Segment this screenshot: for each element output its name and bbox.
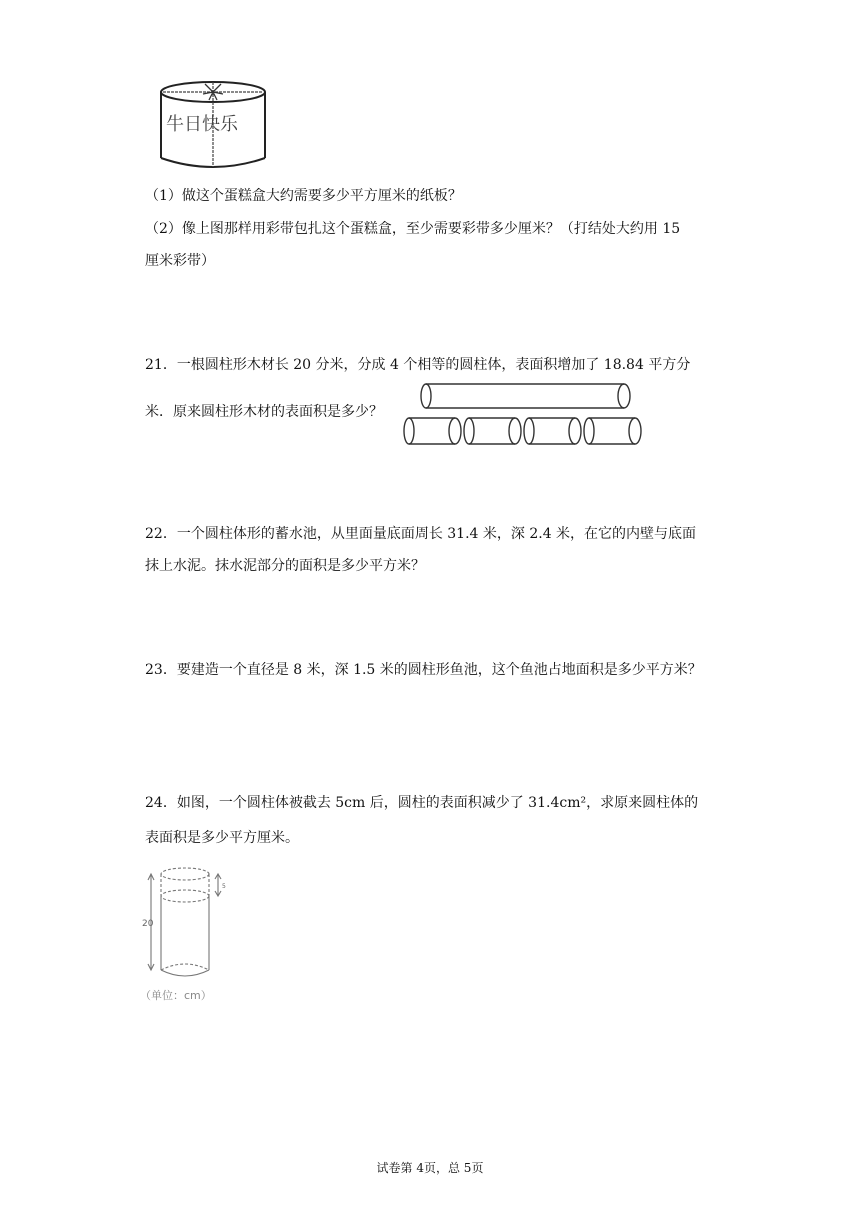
problem-22-line1: 22．一个圆柱体形的蓄水池，从里面量底面周长 31.4 米，深 2.4 米，在它的内壁与底面: [145, 526, 697, 542]
cake-question-2-line1: （2）像上图那样用彩带包扎这个蛋糕盒，至少需要彩带多少厘米？（打结处大约用 15: [145, 221, 681, 237]
cut-cylinder-figure: [140, 862, 235, 1010]
cake-box-lettering: 牛日快乐: [166, 114, 238, 135]
problem-24-line1: 24．如图，一个圆柱体被截去 5cm 后，圆柱的表面积减少了 31.4cm²，求原来圆柱体的: [145, 795, 699, 811]
problem-21-line1: 21．一根圆柱形木材长 20 分米，分成 4 个相等的圆柱体，表面积增加了 18.84 平方分: [145, 357, 691, 373]
problem-24-line2: 表面积是多少平方厘米。: [145, 830, 299, 846]
dimension-label-cut: 5: [222, 883, 226, 890]
cake-box-figure: [158, 78, 268, 170]
cylinder-logs-figure: [403, 380, 648, 450]
cake-question-2-line2: 厘米彩带）: [145, 253, 215, 269]
problem-22-line2: 抹上水泥。抹水泥部分的面积是多少平方米？: [145, 558, 425, 574]
cake-question-1: （1）做这个蛋糕盒大约需要多少平方厘米的纸板？: [145, 188, 462, 204]
problem-23-line1: 23．要建造一个直径是 8 米，深 1.5 米的圆柱形鱼池，这个鱼池占地面积是多少平方米？: [145, 662, 702, 678]
dimension-label-total: 20: [142, 919, 154, 929]
page-footer: 试卷第 4页，总 5页: [376, 1161, 484, 1175]
problem-21-line2: 米．原来圆柱形木材的表面积是多少？: [145, 404, 383, 420]
unit-label: （单位：cm）: [140, 989, 212, 1002]
